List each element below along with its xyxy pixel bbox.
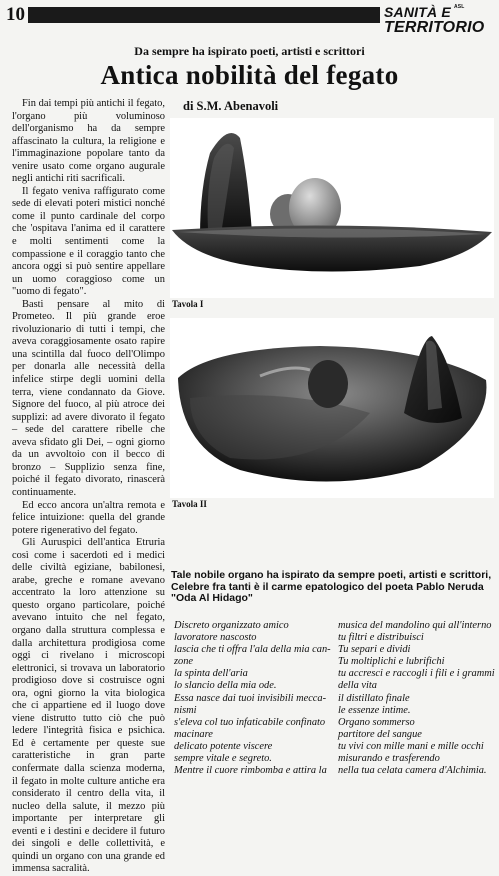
poem-line: partitore del sangue	[338, 728, 422, 740]
logo-line2: TERRITORIO	[384, 19, 485, 36]
poem-line: Organo sommerso	[338, 716, 415, 728]
poem-line: lo slancio della mia ode.	[174, 680, 277, 692]
poem-column-2	[338, 620, 496, 777]
logo-small: ASL	[453, 4, 465, 10]
figure-caption: Tavola II	[172, 499, 207, 509]
poem-line: lascia che ti offra l'ala della mia can-	[174, 644, 331, 656]
poem-line: delicato potente viscere	[174, 740, 273, 752]
liver-sculpture-image-2	[170, 318, 494, 498]
poem-line: tu filtri e distribuisci	[338, 632, 424, 644]
poem-line: il distillato finale	[338, 692, 410, 704]
poem-line: Discreto organizzato amico	[174, 620, 289, 631]
poem-line: s'eleva col tuo infaticabile confinato	[174, 716, 326, 728]
logo-line1: SANITÀ E	[384, 4, 451, 20]
page-number: 10	[6, 4, 25, 25]
article-kicker: Da sempre ha ispirato poeti, artisti e scrittori	[134, 44, 365, 58]
poem-introduction: Tale nobile organo ha ispirato da sempre poeti, artisti e scrittori, Celebre fra tanti è il carme epatologico del poeta Pablo Neruda "Oda Al Hidago"	[171, 569, 492, 604]
paragraph: Il fegato veniva raffigurato come sede di elevati poteri mistici nonché come il punto cardinale del corpo che 'ospitava l'anima ed il carattere e molti sentimenti come la compassione e il coraggio tanto che ancora oggi si può sentire appellare un uomo coraggioso come un "uomo di fegato".	[12, 185, 165, 298]
poem-column-1	[174, 620, 334, 777]
poem-line: Tu separi e dividi	[338, 644, 411, 656]
poem-line: Mentre il cuore rimbomba e attira la	[174, 765, 327, 777]
poem-line: misurando e trasferendo	[338, 753, 440, 765]
poem-line: macinare	[174, 728, 213, 740]
paragraph: Ed ecco ancora un'altra remota e felice intuizione: quella del grande potere rigenerativo del fegato.	[12, 499, 165, 536]
poem-line: musica del mandolino qui all'interno	[338, 620, 492, 631]
article-byline: di S.M. Abenavoli	[183, 99, 279, 113]
article-title: Antica nobilità del fegato	[100, 60, 399, 90]
poem-line: zone	[174, 656, 194, 668]
article-body	[12, 98, 165, 876]
poem-line: nella tua celata camera d'Alchimia.	[338, 765, 487, 777]
poem-line: Tu moltiplichi e lubrifichi	[338, 656, 445, 668]
poem-line: Essa nasce dai tuoi invisibili mecca-	[174, 692, 327, 704]
paragraph: Fin dai tempi più antichi il fegato, l'organo più voluminoso dell'organismo ha da sempre affascinato la cultura, la religione e l'immaginazione popolare tanto da venire usato come organo augurale negli antichi riti sacrificali.	[12, 98, 165, 185]
poem-line: lavoratore nascosto	[174, 632, 257, 644]
poem-line: la spinta dell'aria	[174, 668, 248, 680]
header-rule	[28, 7, 380, 23]
publication-logo	[384, 4, 496, 38]
poem-line: sempre vitale e segreto.	[174, 753, 272, 765]
paragraph: Basti pensare al mito di Prometeo. Il più grande eroe rivoluzionario di tutti i tempi, che aveva coraggiosamente osato rapire una scintilla dal fuoco dell'Olimpo per donarla alle necessità della infelice stirpe degli uomini della terra, viene condannato da Giove. Signore del fuoco, al più atroce dei supplizi: ad avere divorato il fegato – sede del carattere ribelle che aveva sfidato gli Dei, – ogni giorno da un avvoltoio con il becco di bronzo – Supplizio senza fine, poiché il fegato divorato, rinascerà continuamente.	[12, 298, 165, 498]
poem-line: della vita	[338, 680, 377, 692]
paragraph: Gli Auruspici dell'antica Etruria così come i sacerdoti ed i medici delle civiltà egiziane, babilonesi, arabe, greche e romane avevano accentrato la loro attenzione su questo organo particolare, poiché avevano intuito che nel fegato, organo dalla struttura complessa e dalla architettura prodigiosa come oggi ci rivelano i microscopi elettronici, si trovava un laboratorio prodigioso dove si costruisce ogni ora, ogni giorno la vita biologica che ci appartiene ed il luogo dove viene distrutto tutto ciò che può ledere l'integrità fisica e psichica. Ed è certamente per queste sue caratteristiche in gran parte confermate dalla scienza moderna, il fegato in molte culture antiche era considerato il centro della vita, il nucleo della salute, il mezzo più importante per interpretare gli eventi e i destini e decidere il futuro dei singoli e delle collettività, e quindi un organo con una grande ed immensa sacralità.	[12, 537, 165, 875]
poem-line: tu vivi con mille mani e mille occhi	[338, 740, 484, 752]
liver-sculpture-image-1	[170, 118, 494, 298]
poem-line: tu accresci e raccogli i fili e i grammi	[338, 668, 495, 680]
poem-line: nismi	[174, 704, 197, 716]
figure-caption: Tavola I	[172, 299, 204, 309]
poem-line: le essenze intime.	[338, 704, 411, 716]
